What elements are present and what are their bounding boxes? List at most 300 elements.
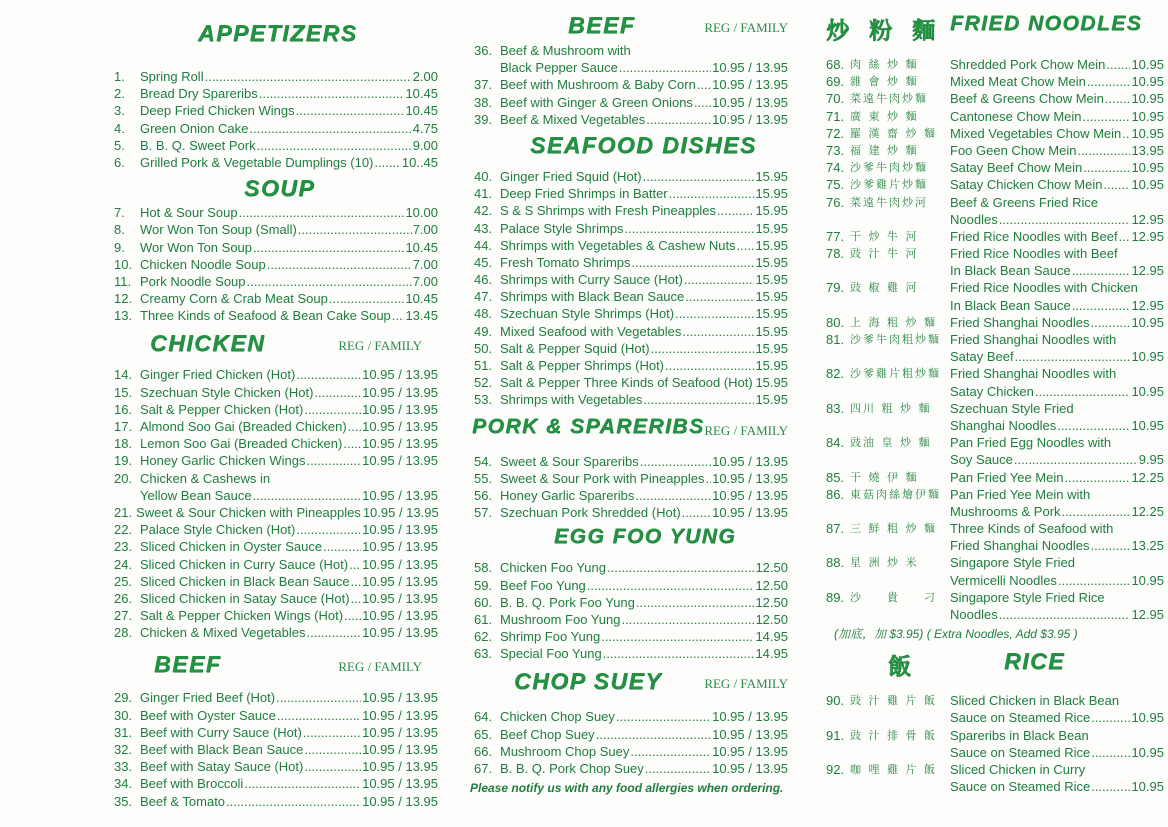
item-price: 10.95 / 13.95 <box>362 573 438 589</box>
section-subtitle: REG / FAMILY <box>704 422 788 438</box>
extra-noodles-note: (加底，加 $3.95) ( Extra Noodles, Add $3.95 ) <box>834 627 1078 642</box>
dot-leader <box>392 307 405 324</box>
item-name: Beef Chop Suey <box>500 726 595 742</box>
menu-item <box>108 221 438 238</box>
item-number <box>826 211 850 228</box>
item-name: Fried Rice Noodles with Beef <box>950 246 1118 262</box>
item-name: S & S Shrimps with Fresh Pineapples <box>500 203 717 219</box>
dot-leader <box>1035 383 1131 400</box>
beef-header <box>108 651 438 687</box>
menu-item-line <box>114 452 438 469</box>
item-number: 46. <box>474 272 493 288</box>
item-price: 10..45 <box>401 154 438 170</box>
item-number: 79. <box>826 280 845 296</box>
menu-item <box>108 256 438 273</box>
menu-item-line <box>474 111 788 128</box>
menu-item <box>108 435 438 452</box>
dot-leader <box>1083 159 1130 176</box>
menu-item <box>824 383 1164 400</box>
item-number: 82. <box>826 366 845 382</box>
item-price: 10.95 / 13.95 <box>362 776 438 792</box>
item-name: Beef & Tomato <box>140 793 226 809</box>
item-number: 4. <box>114 120 125 136</box>
item-price: 10.95 <box>1131 710 1164 726</box>
menu-item-line <box>826 73 1164 90</box>
item-price: 10.95 <box>1131 125 1164 141</box>
menu-item <box>468 323 788 340</box>
item-name: Chicken & Mixed Vegetables <box>140 625 306 641</box>
item-number: 17. <box>114 419 133 434</box>
menu-item <box>108 624 438 641</box>
item-chinese-name: 沙爹雞片粗炒麵 <box>850 367 941 381</box>
menu-item-line <box>826 520 1164 537</box>
item-price: 10.95 / 13.95 <box>362 759 438 775</box>
item-name: Noodles <box>950 211 998 227</box>
dot-leader <box>257 137 412 154</box>
item-name: B. B. Q. Pork Foo Yung <box>500 594 635 610</box>
item-chinese-name: 沙爹牛肉炒麵 <box>850 161 928 175</box>
menu-item <box>824 262 1164 279</box>
item-name: Singapore Style Fried Rice <box>950 589 1105 605</box>
menu-item <box>824 434 1164 451</box>
menu-item-line <box>826 279 1164 296</box>
dot-leader <box>603 645 755 662</box>
item-name: Almond Soo Gai (Breaded Chicken) <box>140 419 347 434</box>
item-name: Shrimps with Vegetables <box>500 392 643 408</box>
item-name: Szechuan Style Chicken (Hot) <box>140 384 314 400</box>
item-number: 7. <box>114 205 125 221</box>
dot-leader <box>999 606 1131 623</box>
dot-leader <box>694 94 711 111</box>
item-name: Satay Beef Chow Mein <box>950 160 1083 176</box>
item-number: 58. <box>474 560 493 576</box>
item-number: 59. <box>474 577 493 593</box>
item-name: Honey Garlic Spareribs <box>500 487 635 503</box>
menu-item <box>108 307 438 324</box>
dot-leader <box>349 556 361 573</box>
item-price: 10.95 / 13.95 <box>362 608 438 624</box>
item-name: Deep Fried Chicken Wings <box>140 103 295 119</box>
item-name: Sauce on Steamed Rice <box>950 744 1091 760</box>
menu-item <box>468 453 788 470</box>
dot-leader <box>619 59 711 76</box>
menu-item <box>468 594 788 611</box>
item-price: 10.95 / 13.95 <box>712 77 788 93</box>
item-number: 2. <box>114 86 125 102</box>
item-number: 91. <box>826 727 845 743</box>
item-price: 10.95 / 13.95 <box>362 742 438 757</box>
item-number: 8. <box>114 222 125 238</box>
item-name: Mixed Vegetables Chow Mein <box>950 125 1122 141</box>
item-number: 62. <box>474 629 493 645</box>
item-number: 80. <box>826 314 845 330</box>
item-number: 45. <box>474 254 493 270</box>
menu-item-line <box>114 689 438 706</box>
dot-leader <box>682 504 711 521</box>
menu-item <box>108 689 438 706</box>
menu-item <box>468 645 788 662</box>
item-price: 12.95 <box>1131 607 1164 622</box>
item-number: 88. <box>826 555 845 571</box>
item-price: 12.95 <box>1131 263 1164 279</box>
menu-item <box>824 469 1164 486</box>
item-number: 33. <box>114 759 133 775</box>
item-chinese-name: 豉 汁 排 骨 飯 <box>850 728 937 742</box>
item-number <box>826 262 850 279</box>
item-number: 78. <box>826 246 845 262</box>
item-price: 15.95 <box>755 220 788 236</box>
item-name: Three Kinds of Seafood & Bean Cake Soup <box>140 308 391 324</box>
menu-item-line <box>114 556 438 573</box>
item-price: 13.25 <box>1131 538 1164 554</box>
dot-leader <box>636 594 755 611</box>
menu-item-line <box>114 758 438 775</box>
menu-item-line <box>474 760 788 777</box>
menu-item <box>824 279 1164 296</box>
item-chinese-name <box>850 572 950 589</box>
item-name: Sliced Chicken in Satay Sauce (Hot) <box>140 590 350 606</box>
dot-leader <box>737 237 755 254</box>
item-name: Fried Shanghai Noodles with <box>950 366 1117 382</box>
menu-item-line <box>826 365 1164 382</box>
menu-item-line <box>474 628 788 645</box>
item-number: 73. <box>826 142 845 158</box>
menu-item <box>108 68 438 85</box>
menu-item <box>108 521 438 538</box>
item-price: 10.95 / 13.95 <box>362 436 438 452</box>
menu-item-line <box>114 504 438 521</box>
menu-item-line <box>826 142 1164 159</box>
item-name: Salt & Pepper Shrimps (Hot) <box>500 358 665 373</box>
menu-item-line <box>826 761 1164 778</box>
item-number: 24. <box>114 556 133 572</box>
item-chinese-name <box>850 606 950 623</box>
item-number: 14. <box>114 367 133 383</box>
item-name: B. B. Q. Pork Chop Suey <box>500 761 644 776</box>
menu-item-line <box>474 323 788 340</box>
item-name: Beef with Broccoli <box>140 776 244 792</box>
item-price: 13.45 <box>405 308 438 324</box>
item-number: 76. <box>826 194 845 210</box>
dot-leader <box>640 453 711 470</box>
dot-leader <box>1083 108 1131 125</box>
item-name: Beef & Mushroom with <box>500 43 631 58</box>
menu-item <box>468 288 788 305</box>
item-name: Pan Fried Egg Noodles with <box>950 435 1112 451</box>
section-title: APPETIZERS <box>198 20 358 46</box>
dot-leader <box>682 323 754 340</box>
item-chinese-name: 沙爹雞片炒麵 <box>850 178 928 192</box>
item-number: 44. <box>474 237 493 253</box>
menu-item <box>468 628 788 645</box>
item-price: 10.95 <box>1131 57 1164 72</box>
item-name: Sliced Chicken in Oyster Sauce <box>140 539 323 555</box>
menu-item-line <box>826 245 1164 262</box>
item-chinese-name <box>850 383 950 400</box>
menu-item-line <box>114 290 438 307</box>
item-name: Shrimp Foo Yung <box>500 629 601 645</box>
menu-item-line <box>114 793 438 810</box>
dot-leader <box>607 559 754 576</box>
item-price: 10.45 <box>405 291 438 307</box>
item-name: Shanghai Noodles <box>950 417 1057 433</box>
section-title: RICE <box>1004 648 1065 675</box>
menu-item <box>824 761 1164 778</box>
item-number: 51. <box>474 358 493 373</box>
item-price: 9.00 <box>412 137 438 153</box>
dot-leader <box>351 573 362 590</box>
chop-suey-header <box>468 668 788 706</box>
fried-noodles-header <box>824 12 1164 54</box>
item-number: 38. <box>474 94 493 110</box>
item-price: 10.00 <box>405 205 438 221</box>
item-chinese-name: 豉 汁 雞 片 飯 <box>850 694 937 708</box>
menu-item <box>108 290 438 307</box>
dot-leader <box>296 366 361 383</box>
menu-item <box>824 56 1164 73</box>
dot-leader <box>239 204 405 221</box>
menu-item-line <box>474 340 788 357</box>
item-number <box>826 709 850 726</box>
dot-leader <box>646 111 711 128</box>
item-number: 64. <box>474 709 493 725</box>
dot-leader <box>343 435 361 452</box>
item-number <box>826 744 850 761</box>
item-name: Satay Chicken <box>950 383 1034 399</box>
chicken-header <box>108 330 438 364</box>
item-chinese-name: 雜 會 炒 麵 <box>850 75 919 89</box>
menu-item <box>824 159 1164 176</box>
item-price: 10.95 <box>1131 177 1164 193</box>
dot-leader <box>1062 503 1131 520</box>
item-price: 10.95 / 13.95 <box>712 94 788 110</box>
item-price: 10.95 / 13.95 <box>362 453 438 469</box>
item-name: Beef & Mixed Vegetables <box>500 111 646 127</box>
item-price: 12.95 <box>1131 228 1164 244</box>
dot-leader <box>298 221 412 238</box>
menu-item-line <box>826 383 1164 400</box>
menu-item-line <box>114 707 438 724</box>
fried-noodles-list <box>824 56 1164 623</box>
item-chinese-name: 星 洲 炒 米 <box>850 556 919 570</box>
item-chinese-name <box>850 451 950 468</box>
item-price: 10.95 <box>1131 383 1164 399</box>
dot-leader <box>303 724 361 741</box>
menu-item <box>468 305 788 322</box>
menu-item <box>824 572 1164 589</box>
item-name: Grilled Pork & Vegetable Dumplings (10) <box>140 154 374 170</box>
menu-item-line <box>826 262 1164 279</box>
item-price: 10.95 <box>1131 74 1164 90</box>
menu-item <box>824 73 1164 90</box>
item-price: 15.95 <box>755 289 788 305</box>
menu-item <box>468 271 788 288</box>
dot-leader <box>259 85 405 102</box>
item-number: 55. <box>474 470 493 486</box>
dot-leader <box>643 168 755 185</box>
item-chinese-name: 三 鮮 粗 炒 麵 <box>850 522 937 536</box>
item-price: 10.95 / 13.95 <box>712 709 788 725</box>
dot-leader <box>253 239 404 256</box>
item-number: 71. <box>826 108 845 124</box>
item-number <box>826 383 850 400</box>
dot-leader <box>643 391 754 408</box>
item-price: 14.95 <box>755 646 788 662</box>
dot-leader <box>625 220 755 237</box>
menu-item <box>468 111 788 128</box>
menu-item <box>108 470 438 487</box>
item-number: 5. <box>114 137 125 153</box>
item-price: 15.95 <box>755 323 788 339</box>
dot-leader <box>1058 572 1131 589</box>
item-name: Foo Geen Chow Mein <box>950 142 1077 158</box>
item-price: 10.95 / 13.95 <box>362 724 438 740</box>
menu-item <box>108 573 438 590</box>
dot-leader <box>621 611 754 628</box>
item-name: Ginger Fried Squid (Hot) <box>500 168 642 184</box>
item-name: Mixed Meat Chow Mein <box>950 74 1086 90</box>
item-number: 9. <box>114 239 125 255</box>
item-number: 25. <box>114 573 133 589</box>
item-price: 10.95 / 13.95 <box>712 743 788 759</box>
menu-item-line <box>474 559 788 576</box>
item-price: 9.95 <box>1138 452 1164 468</box>
beef-header <box>468 12 788 40</box>
menu-item <box>468 94 788 111</box>
item-number: 84. <box>826 435 845 451</box>
dot-leader <box>226 793 361 810</box>
item-number: 43. <box>474 220 493 236</box>
dot-leader <box>344 607 361 624</box>
menu-item-line <box>826 417 1164 434</box>
menu-item-line <box>114 102 438 119</box>
menu-item <box>824 211 1164 228</box>
menu-item <box>824 778 1164 795</box>
menu-item <box>108 724 438 741</box>
item-number: 60. <box>474 594 493 610</box>
item-name: Cantonese Chow Mein <box>950 108 1082 124</box>
item-number: 69. <box>826 74 845 90</box>
dot-leader <box>304 401 361 418</box>
item-number <box>826 348 850 365</box>
menu-item <box>824 606 1164 623</box>
item-name: Sliced Chicken in Black Bean Sauce <box>140 573 350 589</box>
item-name: Lemon Soo Gai (Breaded Chicken) <box>140 436 343 452</box>
menu-item-line <box>114 775 438 792</box>
item-number: 11. <box>114 273 132 289</box>
menu-item-line <box>474 726 788 743</box>
dot-leader <box>1106 56 1130 73</box>
item-chinese-name <box>850 537 950 554</box>
pork-header <box>468 415 788 451</box>
item-name: Special Foo Yung <box>500 646 602 662</box>
section-title: EGG FOO YUNG <box>554 525 737 549</box>
item-price: 10.95 <box>1131 349 1164 365</box>
item-price: 10.45 <box>405 86 438 102</box>
item-name: Yellow Bean Sauce <box>140 487 252 503</box>
item-chinese-name: 菜遠牛肉炒麵 <box>850 92 928 106</box>
menu-item-line <box>826 709 1164 726</box>
item-name: Noodles <box>950 607 998 622</box>
item-name: Vermicelli Noodles <box>950 572 1057 588</box>
item-name: Pan Fried Yee Mein <box>950 469 1064 485</box>
dot-leader <box>632 254 755 271</box>
item-price: 15.95 <box>755 375 788 391</box>
item-name: Mixed Seafood with Vegetables <box>500 323 682 339</box>
dot-leader <box>1072 262 1131 279</box>
dot-leader <box>205 68 412 85</box>
item-name: Sweet & Sour Chicken with Pineapples <box>136 504 361 520</box>
dot-leader <box>587 577 755 594</box>
item-price: 10.95 <box>1131 572 1164 588</box>
menu-item-line <box>826 194 1164 211</box>
menu-item-line <box>826 125 1164 142</box>
item-number: 77. <box>826 228 845 244</box>
item-name: Sliced Chicken in Curry <box>950 761 1086 777</box>
item-number: 53. <box>474 392 493 408</box>
item-number: 29. <box>114 690 133 706</box>
item-chinese-name: 豉 椒 雞 河 <box>850 281 919 295</box>
item-number: 28. <box>114 625 133 641</box>
item-price: 2.00 <box>412 69 438 84</box>
menu-item-line <box>826 159 1164 176</box>
menu-column-1 <box>108 0 438 810</box>
item-number: 27. <box>114 608 133 624</box>
item-name: Palace Style Chicken (Hot) <box>140 522 296 538</box>
menu-item-line <box>474 288 788 305</box>
dot-leader <box>665 357 754 374</box>
dot-leader <box>1091 744 1130 761</box>
menu-item <box>108 401 438 418</box>
item-name: Salt & Pepper Chicken (Hot) <box>140 401 304 417</box>
dot-leader <box>754 374 755 391</box>
menu-item-line <box>474 202 788 219</box>
dot-leader <box>253 487 362 504</box>
menu-item-line <box>114 137 438 154</box>
menu-item <box>824 142 1164 159</box>
item-number: 20. <box>114 470 133 486</box>
menu-item <box>824 709 1164 726</box>
egg-foo-yung-header <box>468 525 788 557</box>
dot-leader <box>351 590 362 607</box>
item-price: 12.50 <box>755 594 788 610</box>
item-name: Pork Noodle Soup <box>140 273 246 289</box>
item-price: 10.95 / 13.95 <box>362 487 438 503</box>
item-price: 10.95 / 13.95 <box>362 539 438 555</box>
item-price: 15.95 <box>755 186 788 202</box>
menu-item <box>108 775 438 792</box>
dot-leader <box>1015 348 1131 365</box>
item-name: Satay Beef <box>950 349 1014 365</box>
menu-item-line <box>826 434 1164 451</box>
item-price: 15.95 <box>755 203 788 219</box>
menu-item <box>468 76 788 93</box>
section-title-chinese: 飯 <box>888 654 913 681</box>
item-chinese-name: 羅 漢 齋 炒 麵 <box>850 126 937 140</box>
item-number <box>114 487 136 504</box>
item-chinese-name: 福 建 炒 麵 <box>850 143 919 157</box>
menu-item <box>824 365 1164 382</box>
item-number: 57. <box>474 505 493 521</box>
menu-item-line <box>114 120 438 137</box>
rice-header <box>824 648 1164 690</box>
item-name: Spring Roll <box>140 69 204 84</box>
section-title: BEEF <box>568 12 636 38</box>
menu-item <box>824 90 1164 107</box>
menu-item <box>468 504 788 521</box>
item-name: Green Onion Cake <box>140 120 249 136</box>
dot-leader <box>1087 73 1131 90</box>
